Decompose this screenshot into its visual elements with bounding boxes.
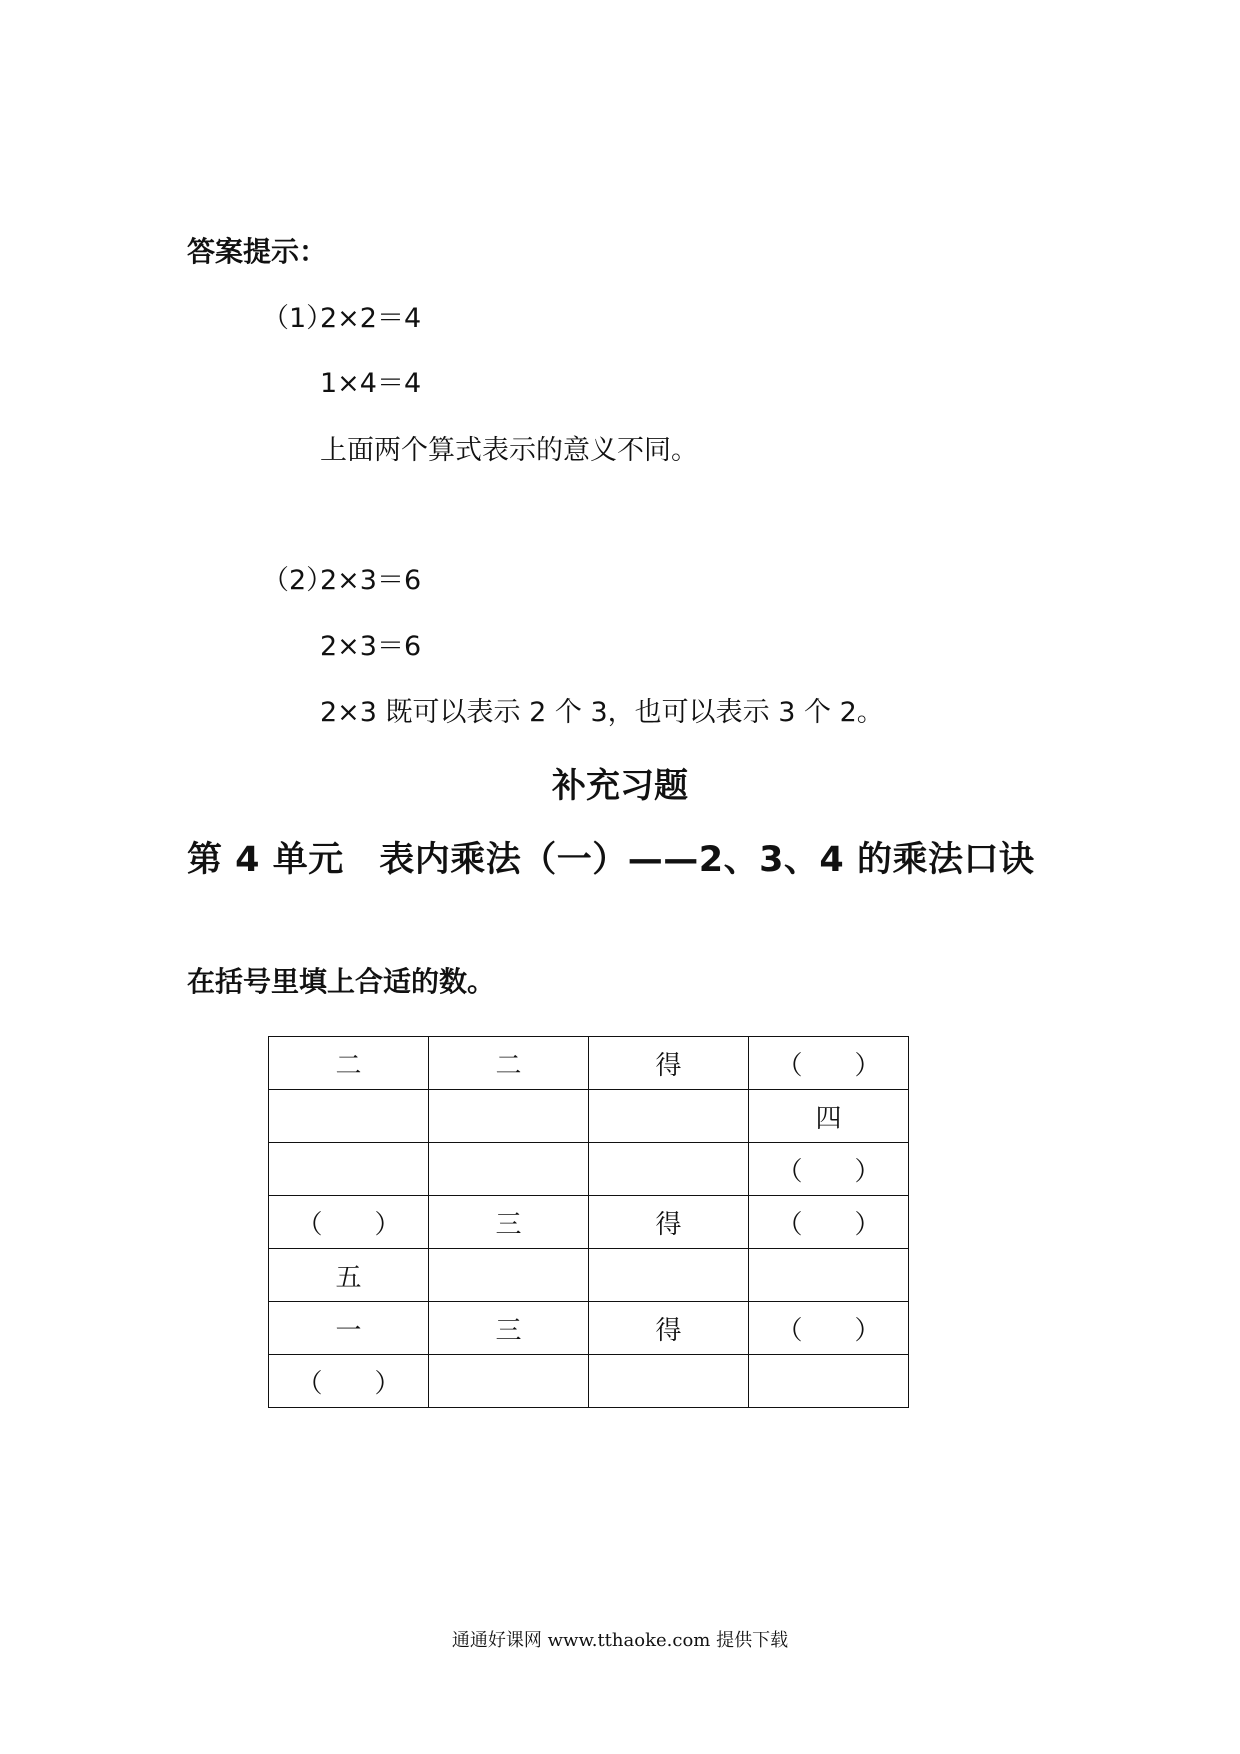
blank-cell[interactable]: （ ） [269,1355,429,1408]
table-cell: 二 [269,1037,429,1090]
table-cell [269,1090,429,1143]
table-cell: 得 [589,1196,749,1249]
part1-number: （1） [262,303,334,334]
table-cell [749,1249,909,1302]
blank-cell[interactable]: （ ） [749,1143,909,1196]
table-row [269,1037,909,1090]
table-cell: 得 [589,1037,749,1090]
table-cell [429,1090,589,1143]
table-row [269,1355,909,1408]
table-cell: 得 [589,1302,749,1355]
table-cell [429,1143,589,1196]
part1-line-3: 上面两个算式表示的意义不同。 [320,435,698,466]
table-cell [589,1090,749,1143]
part2-line-3: 2×3 既可以表示 2 个 3，也可以表示 3 个 2。 [320,697,884,728]
blank-cell[interactable]: （ ） [749,1037,909,1090]
part2-line-2: 2×3＝6 [320,631,422,662]
table-row [269,1196,909,1249]
blank-cell[interactable]: （ ） [269,1196,429,1249]
table-cell: 一 [269,1302,429,1355]
answer-hints-title: 答案提示： [187,235,328,268]
part1-line-2: 1×4＝4 [320,368,422,399]
table-row [269,1302,909,1355]
table-cell: 五 [269,1249,429,1302]
table-cell: 二 [429,1037,589,1090]
table-cell: 三 [429,1196,589,1249]
table-row [269,1090,909,1143]
supplement-title: 补充习题 [552,766,688,806]
table-cell [269,1143,429,1196]
table-cell [589,1355,749,1408]
table-cell: 三 [429,1302,589,1355]
table-row [269,1143,909,1196]
part2-number: （2） [262,565,334,596]
blank-cell[interactable]: （ ） [749,1196,909,1249]
exercise-instruction: 在括号里填上合适的数。 [187,965,496,998]
table-cell [589,1143,749,1196]
table-row [269,1249,909,1302]
table-cell [589,1249,749,1302]
table-cell: 四 [749,1090,909,1143]
unit-title: 第 4 单元 表内乘法（一）——2、3、4 的乘法口诀 [187,840,1035,880]
part1-line-1: 2×2＝4 [320,303,422,334]
table-cell [429,1355,589,1408]
multiplication-table [268,1036,909,1408]
table-cell [429,1249,589,1302]
table-cell [749,1355,909,1408]
footer-credit: 通通好课网 www.tthaoke.com 提供下载 [451,1630,789,1651]
part2-line-1: 2×3＝6 [320,565,422,596]
blank-cell[interactable]: （ ） [749,1302,909,1355]
